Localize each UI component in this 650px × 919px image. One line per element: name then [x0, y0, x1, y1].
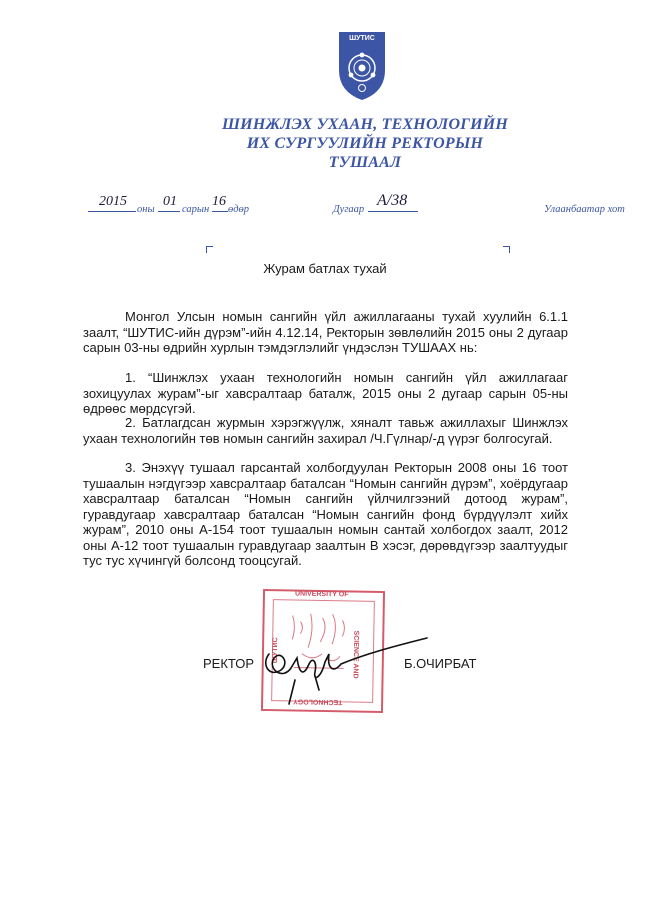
date-year-suffix: оны	[137, 204, 155, 215]
corner-mark-left	[206, 246, 213, 253]
order-item-3: 3. Энэхүү тушаал гарсантай холбогдуулан Ректорын 2008 оны 16 тоот тушаалын нэгдүгээр хавсралтаар баталсан “Номын сангийн дүрэм”, хоёрдугаар хавсралтаар баталсан “Номын сангийн үйлчилгээний дотоод журам”, гуравдугаар хавсралтаар баталсан “Номын сангийн фонд бүрдүүлэлт хийх журам”, 2010 оны А-154 тоот тушаалын номын сантай холбогдох заалт, 2012 оны А-12 тоот тушаалын гуравдугаар заалтын В хэсэг, дөрөвдүгээр заалтуудыг тус тус хүчингүй болсонд тооцсугай.	[83, 460, 568, 568]
header-line-2: ИХ СУРГУУЛИЙН РЕКТОРЫН	[246, 135, 484, 152]
order-item-2: 2. Батлагдсан журмын хэрэгжүүлж, хяналт тавьж ажиллахыг Шинжлэх ухаан технологийн төв номын сангийн захирал /Ч.Гүлнар/-д үүрэг болгосугай.	[83, 415, 568, 446]
subject-title: Журам батлах тухай	[263, 261, 387, 276]
university-logo	[337, 30, 387, 102]
stamp-text-left: ШУТИС	[271, 637, 280, 664]
order-item-1: 1. “Шинжлэх ухаан технологийн номын сангийн үйл ажиллагааг зохицуулах журам”-ыг хавсралтаар баталж, 2015 оны 2 дугаар сарын 05-ны өдрөөс мөрдсүгэй.	[83, 370, 568, 416]
date-day: 16	[212, 194, 226, 209]
date-month: 01	[163, 194, 177, 209]
stamp-text-top: UNIVERSITY OF	[294, 590, 349, 599]
stamp-text-right: SCIENCE AND	[351, 630, 360, 679]
signature-title: РЕКТОР	[203, 656, 255, 671]
logo-text: ШУТИС	[349, 35, 375, 42]
order-number: А/38	[377, 192, 408, 209]
signer-name: Б.ОЧИРБАТ	[404, 656, 477, 671]
city: Улаанбаатар хот	[544, 204, 625, 215]
handwritten-signature	[255, 620, 455, 710]
date-year: 2015	[99, 194, 127, 209]
corner-mark-right	[503, 246, 510, 253]
intro-paragraph: Монгол Улсын номын сангийн үйл ажиллагааны тухай хуулийн 6.1.1 заалт, “ШУТИС-ийн дүрэм”-ийн 4.12.14, Ректорын зөвлөлийн 2015 оны 2 дугаар сарын 03-ны өдрийн хурлын тэмдэглэлийг үндэслэн ТУШААХ нь:	[83, 309, 568, 355]
header-line-1: ШИНЖЛЭХ УХААН, ТЕХНОЛОГИЙН	[221, 116, 509, 133]
date-month-suffix: сарын	[182, 204, 210, 215]
stamp-text-bottom: TECHNOLOGY	[293, 697, 343, 706]
header-line-3: ТУШААЛ	[328, 154, 402, 171]
date-day-suffix: өдөр	[228, 204, 250, 215]
number-label: Дугаар	[333, 204, 365, 215]
